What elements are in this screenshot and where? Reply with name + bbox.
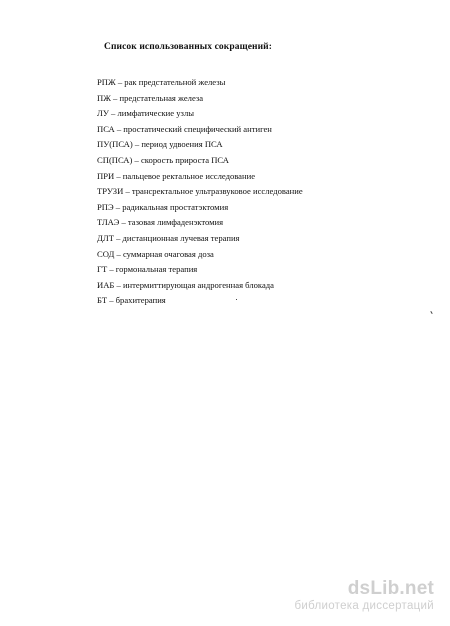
abbreviation-item: СОД – суммарная очаговая доза bbox=[97, 248, 214, 259]
abbreviation-item: ЛУ – лимфатические узлы bbox=[97, 108, 195, 119]
abbreviation-item: ГТ – гормональная терапия bbox=[97, 264, 198, 275]
abbreviation-item: РПЭ – радикальная простатэктомия bbox=[97, 201, 229, 212]
abbreviation-item: РПЖ – рак предстательной железы bbox=[97, 77, 226, 87]
scan-speck bbox=[236, 299, 237, 300]
abbreviation-item: ТРУЗИ – трансректальное ультразвуковое исследование bbox=[97, 186, 303, 197]
abbreviation-item: ТЛАЭ – тазовая лимфаденэктомия bbox=[97, 217, 224, 228]
abbreviation-item: СП(ПСА) – скорость прироста ПСА bbox=[97, 154, 229, 165]
watermark-subtitle: библиотека диссертаций bbox=[294, 600, 434, 612]
abbreviation-item: ПРИ – пальцевое ректальное исследование bbox=[97, 170, 256, 181]
page-title: Список использованных сокращений: bbox=[104, 42, 273, 52]
abbreviation-item: БТ – брахитерапия bbox=[97, 295, 166, 306]
abbreviation-item: ИАБ – интермиттирующая андрогенная блокада bbox=[97, 279, 274, 290]
abbreviation-item: ДЛТ – дистанционная лучевая терапия bbox=[97, 232, 240, 243]
abbreviation-list bbox=[97, 75, 303, 309]
watermark bbox=[294, 579, 434, 613]
abbreviation-item: ПУ(ПСА) – период удвоения ПСА bbox=[97, 139, 223, 150]
abbreviation-item: ПЖ – предстательная железа bbox=[97, 92, 204, 103]
abbreviation-item: ПСА – простатический специфический антиген bbox=[97, 123, 272, 134]
scan-speck bbox=[430, 311, 432, 314]
watermark-logo: dsLib.net bbox=[347, 578, 434, 599]
